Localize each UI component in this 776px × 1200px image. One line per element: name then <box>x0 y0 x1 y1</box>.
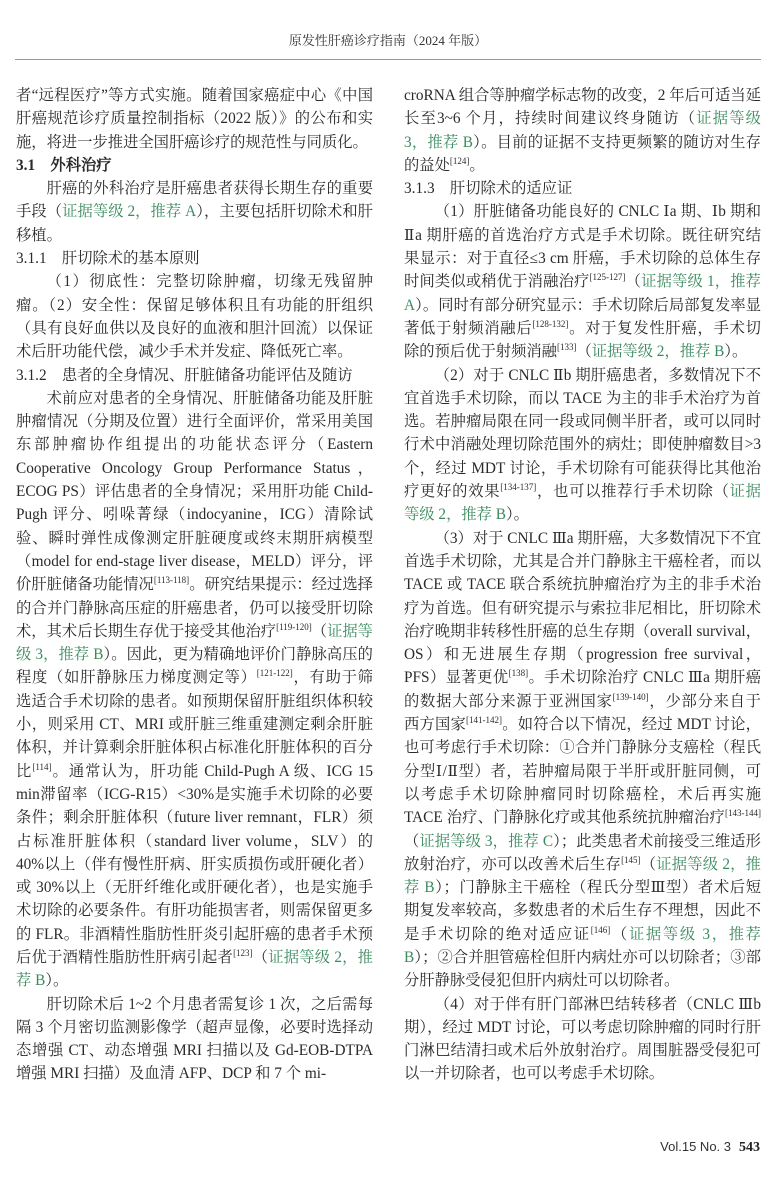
citation-reference: [145] <box>621 854 641 865</box>
body-text: （1）彻底性：完整切除肿瘤，切缘无残留肿瘤。（2）安全性：保留足够体积且有功能的肝组织（具有良好血供以及良好的血液和胆汁回流）以保证术后肝功能代偿，减少手术并发症、降低死亡率。 <box>16 273 373 361</box>
body-text: （ <box>576 343 592 361</box>
paragraph <box>16 270 373 363</box>
evidence-level-label: 证据等级 1，推荐 A <box>404 273 761 314</box>
page-number: 543 <box>739 1140 760 1155</box>
body-text: 3.1.2 患者的全身情况、肝脏储备功能评估及随访 <box>16 366 353 384</box>
body-text: （ <box>404 832 420 850</box>
body-text: ，少部分来自于西方国家 <box>404 692 761 734</box>
body-text: ）。 <box>724 343 748 361</box>
body-text: ）。 <box>45 972 69 990</box>
running-header: 原发性肝癌诊疗指南（2024 年版） <box>288 33 488 48</box>
volume-issue: Vol.15 No. 3 <box>660 1139 731 1154</box>
citation-reference: [143-144] <box>725 808 761 819</box>
body-text: ）。目前的证据不支持更频繁的随访对生存的益处 <box>404 133 761 174</box>
body-text: croRNA 组合等肿瘤学标志物的改变，2 年后可适当延长至3~6 个月，持续时间建议终身随访（ <box>404 87 761 128</box>
header-divider <box>15 59 761 60</box>
body-text: 肝切除术后 1~2 个月患者需复诊 1 次，之后需每隔 3 个月密切监测影像学（超声显像，必要时选择动态增强 CT、动态增强 MRI 扫描以及 Gd-EOB-DTPA 增强 MRI 扫描）及血清 AFP、DCP 和 7 个 mi- <box>16 995 373 1083</box>
body-text: 3.1 外科治疗 <box>16 156 112 174</box>
section-heading <box>404 177 761 200</box>
paragraph <box>16 993 373 1086</box>
body-text: （3）对于 CNLC Ⅲa 期肝癌，大多数情况下不宜首选手术切除，尤其是合并门静脉主干癌栓者，而以 TACE 或 TACE 联合系统抗肿瘤治疗为主的非手术治疗为首选。但有研究提示与索拉非尼相比，肝切除术治疗晚期非转移性肝癌的总生存期（overall survival，OS）和无进展生存期（progression free survival，PFS）显著更优 <box>404 529 761 687</box>
evidence-level-label: 证据等级 2，推荐 B <box>404 483 761 524</box>
body-text: ）；此类患者术前接受三维适形放射治疗，亦可以改善术后生存 <box>404 832 761 873</box>
body-text: 者“远程医疗”等方式实施。随着国家癌症中心《中国肝癌规范诊疗质量控制指标（2022 版）》的公布和实施，将进一步推进全国肝癌诊疗的规范性与同质化。 <box>16 87 373 151</box>
body-text: 3.1.1 肝切除术的基本原则 <box>16 250 200 268</box>
body-text: （ <box>610 925 629 943</box>
body-text: ），主要包括肝切除术和肝移植。 <box>16 203 373 244</box>
body-text: （ <box>640 855 657 873</box>
right-column <box>404 84 761 1086</box>
body-text: （2）对于 CNLC Ⅱb 期肝癌患者，多数情况下不宜首选手术切除，而以 TACE 为主的非手术治疗为首选。若肿瘤局限在同一段或同侧半肝者，或可以同时行术中消融处理切除范围外的病灶；即使肿瘤数目>3 个，经过 MDT 讨论，手术切除有可能获得比其他治疗更好的效果 <box>404 366 761 501</box>
body-text: ）。因此，更为精确地评价门静脉高压的程度（如肝静脉压力梯度测定等） <box>16 646 373 687</box>
body-text: ，也可以推荐行手术切除（ <box>536 483 730 501</box>
paragraph <box>404 84 761 177</box>
citation-reference: [139-140] <box>612 691 649 702</box>
body-text: （1）肝脏储备功能良好的 CNLC Ⅰa 期、Ⅰb 期和Ⅱa 期肝癌的首选治疗方式是手术切除。既往研究结果显示：对于直径≤3 cm 肝癌，手术切除的总体生存时间类似或稍优于消融治疗 <box>404 203 761 291</box>
evidence-level-label: 证据等级 3，推荐 B <box>16 622 373 664</box>
evidence-level-label: 证据等级 2，推荐 B <box>591 343 725 361</box>
body-text: 3.1.3 肝切除术的适应证 <box>404 180 573 198</box>
evidence-level-label: 证据等级 2，推荐 A <box>62 203 197 221</box>
body-text: ）。 <box>506 506 529 524</box>
body-text: 。 <box>469 156 485 174</box>
paragraph <box>16 387 373 993</box>
left-column <box>16 84 373 1086</box>
page-footer <box>660 1139 760 1156</box>
paragraph <box>404 527 761 993</box>
evidence-level-label: 证据等级 3，推荐 B <box>404 925 761 966</box>
body-text: 。对于复发性肝癌，手术切除的预后优于射频消融 <box>404 319 761 361</box>
paragraph <box>16 177 373 247</box>
evidence-level-label: 证据等级 3，推荐 C <box>419 832 554 850</box>
body-text: （ <box>252 948 269 966</box>
evidence-level-label: 证据等级 2，推荐 B <box>16 948 373 990</box>
evidence-level-label: 证据等级 2，推荐 B <box>404 855 761 897</box>
citation-reference: [128-132] <box>532 318 569 329</box>
citation-reference: [133] <box>556 342 577 353</box>
body-text: 术前应对患者的全身情况、肝脏储备功能及肝脏肿瘤情况（分期及位置）进行全面评价，常采用美国东部肿瘤协作组提出的功能状态评分（Eastern Cooperative Oncology Group Performance Status，ECOG PS）评估患者的全身情况；采用肝功能 Child-Pugh 评分、吲哚菁绿（indocyanine，ICG）清除试验、瞬时弹性成像测定肝脏硬度或终末期肝病模型（model for end-stage liver disease，MELD）评分，评价肝脏储备功能情况 <box>16 389 373 594</box>
citation-reference: [146] <box>590 924 611 935</box>
citation-reference: [119-120] <box>276 621 312 632</box>
paragraph <box>404 200 761 363</box>
body-text: 。手术切除治疗 CNLC Ⅲa 期肝癌的数据大部分来源于亚洲国家 <box>404 669 761 710</box>
body-text: 肝癌的外科治疗是肝癌患者获得长期生存的重要手段（ <box>16 180 373 221</box>
citation-reference: [114] <box>32 761 52 772</box>
body-text: 。通常认为，肝功能 Child-Pugh A 级、ICG 15 min滞留率（ICG-R15）<30%是实施手术切除的必要条件；剩余肝脏体积（future liver remnant，FLR）须占标准肝脏体积（standard liver volume，SLV）的 40%以上（伴有慢性肝病、肝实质损伤或肝硬化者）或 30%以上（无肝纤维化或肝硬化者），也是实施手术切除的必要条件。有肝功能损害者，则需保留更多的 FLR。非酒精性脂肪性肝炎引起肝癌的患者手术预后优于酒精性脂肪性肝病引起者 <box>16 762 373 966</box>
paragraph <box>16 84 373 154</box>
citation-reference: [138] <box>508 668 529 679</box>
evidence-level-label: 证据等级 3，推荐 B <box>404 110 761 151</box>
body-text: 。如符合以下情况，经过 MDT 讨论，也可考虑行手术切除：①合并门静脉分支癌栓（程氏分型Ⅰ/Ⅱ型）者，若肿瘤局限于半肝或肝脏同侧，可以考虑手术切除肿瘤同时切除癌栓，术后再实施 TACE 治疗、门静脉化疗或其他系统抗肿瘤治疗 <box>404 716 761 827</box>
section-heading <box>16 247 373 270</box>
section-heading <box>16 154 373 177</box>
citation-reference: [113-118] <box>153 575 190 586</box>
body-text: （ <box>625 273 642 291</box>
body-text: ，有助于筛选适合手术切除的患者。如预期保留肝脏组织体积较小，则采用 CT、MRI 或肝脏三维重建测定剩余肝脏体积，并计算剩余肝脏体积占标准化肝脏体积的百分比 <box>16 669 373 780</box>
body-text: （4）对于伴有肝门部淋巴结转移者（CNLC Ⅲb 期），经过 MDT 讨论，可以考虑切除肿瘤的同时行肝门淋巴结清扫或术后外放射治疗。周围脏器受侵犯可以一并切除者，也可以考虑手术切除。 <box>404 995 761 1083</box>
paragraph <box>404 364 761 527</box>
citation-reference: [121-122] <box>256 668 293 679</box>
body-text: ）；门静脉主干癌栓（程氏分型Ⅲ型）者术后短期复发率较高，多数患者的术后生存不理想，因此不是手术切除的绝对适应证 <box>404 879 762 943</box>
citation-reference: [124] <box>449 155 470 166</box>
body-text: （ <box>311 622 328 640</box>
citation-reference: [125-127] <box>589 272 626 283</box>
body-text: 。研究结果提示：经过选择的合并门静脉高压症的肝癌患者，仍可以接受肝切除术，其术后长期生存优于接受其他治疗 <box>16 576 373 640</box>
section-heading <box>16 364 373 387</box>
citation-reference: [123] <box>233 947 253 958</box>
citation-reference: [134-137] <box>500 482 537 493</box>
body-text: ）；②合并胆管癌栓但肝内病灶亦可以切除者；③部分肝静脉受侵犯但肝内病灶可以切除者。 <box>404 948 761 990</box>
paragraph <box>404 993 761 1086</box>
body-text: ）。同时有部分研究显示：手术切除后局部复发率显著低于射频消融后 <box>404 296 761 337</box>
citation-reference: [141-142] <box>466 715 503 726</box>
